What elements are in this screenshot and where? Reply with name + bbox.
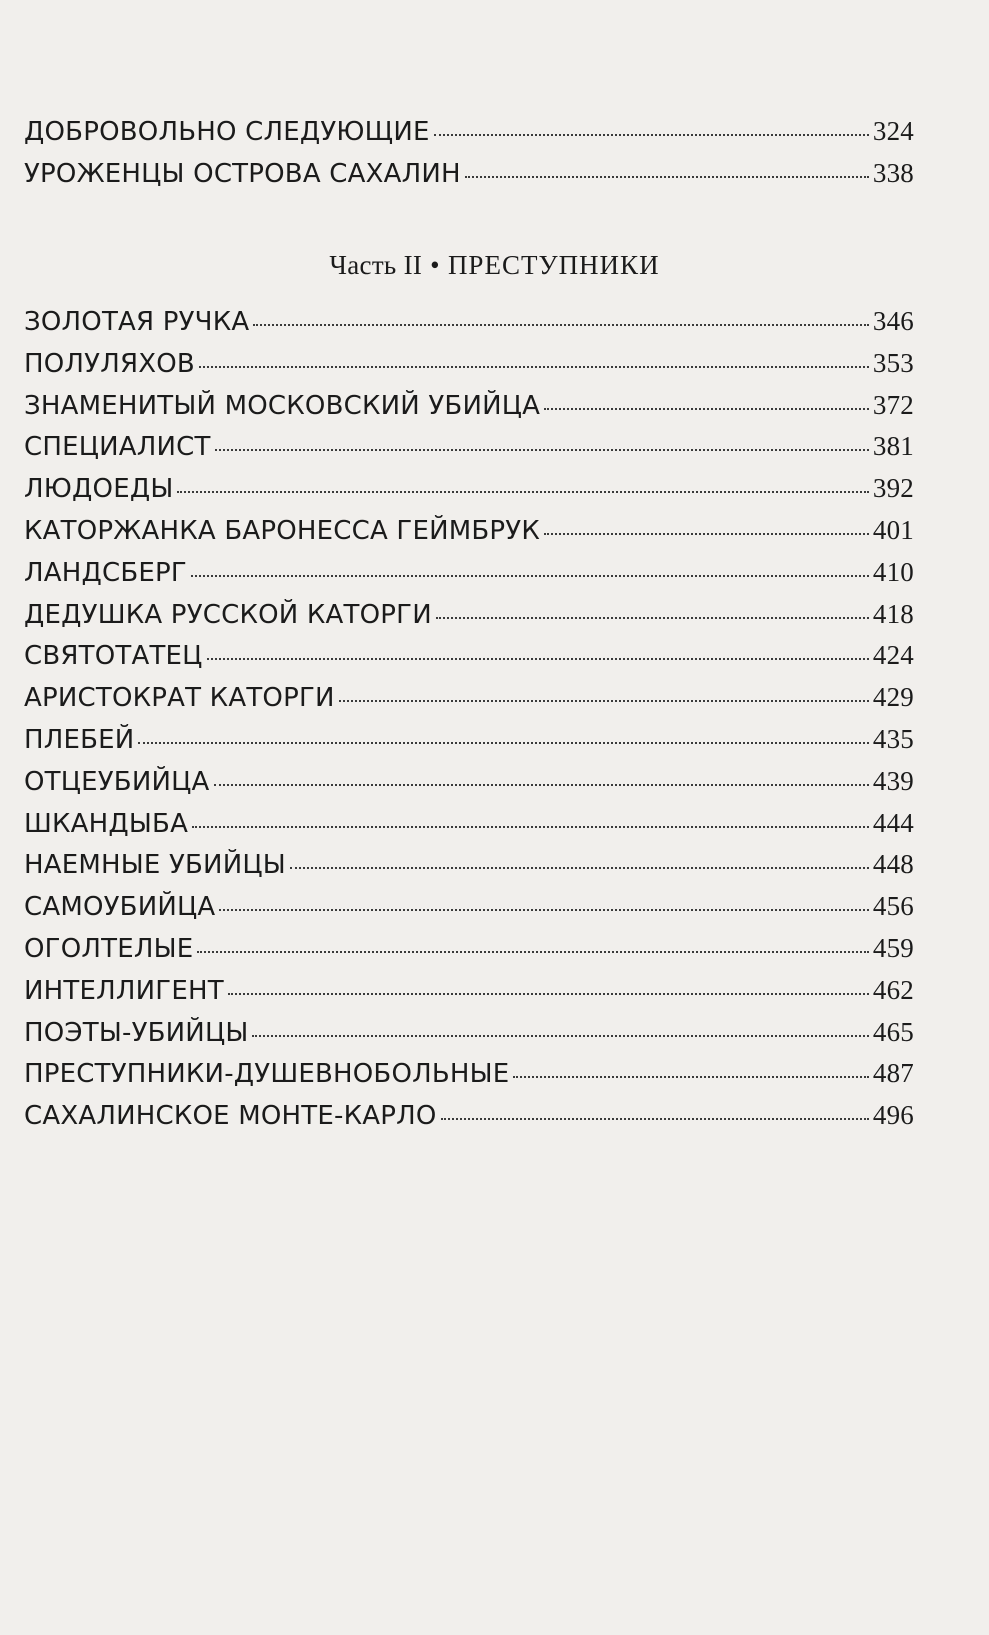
toc-entry-title: ПОЭТЫ-УБИЙЦЫ <box>24 1017 249 1048</box>
toc-entry-page: 496 <box>872 1100 914 1131</box>
toc-entry-page: 448 <box>872 849 914 880</box>
toc-entry-page: 465 <box>872 1016 914 1047</box>
toc-entry-title: ПОЛУЛЯХОВ <box>24 348 195 379</box>
toc-top-list <box>24 116 914 200</box>
toc-entry-title: САХАЛИНСКОЕ МОНТЕ-КАРЛО <box>24 1101 437 1132</box>
toc-entry-title: СВЯТОТАТЕЦ <box>24 641 203 672</box>
toc-entry-title: КАТОРЖАНКА БАРОНЕССА ГЕЙМБРУК <box>24 515 541 546</box>
dot-leader <box>441 1118 869 1120</box>
toc-entry-page: 338 <box>872 157 914 188</box>
toc-entry-title: ОГОЛТЕЛЫЕ <box>24 933 194 964</box>
toc-entry <box>24 348 914 390</box>
dot-leader <box>191 575 869 577</box>
toc-entry <box>24 849 914 891</box>
toc-entry-page: 429 <box>872 682 914 713</box>
part-name: ПРЕСТУПНИКИ <box>447 250 660 280</box>
toc-entry-page: 353 <box>872 347 914 378</box>
toc-entry-page: 462 <box>872 974 914 1005</box>
dot-leader <box>544 533 869 535</box>
dot-leader <box>207 658 869 660</box>
dot-leader <box>199 366 869 368</box>
toc-entry-title: САМОУБИЙЦА <box>24 892 216 923</box>
toc-entry <box>24 1058 914 1100</box>
toc-entry-title: ЗНАМЕНИТЫЙ МОСКОВСКИЙ УБИЙЦА <box>24 390 541 421</box>
toc-entry-page: 392 <box>872 473 914 504</box>
dot-leader <box>192 826 869 828</box>
toc-entry-title: ПРЕСТУПНИКИ-ДУШЕВНОБОЛЬНЫЕ <box>24 1059 510 1090</box>
part-heading <box>0 250 989 281</box>
dot-leader <box>465 176 869 178</box>
toc-entry-title: ЛЮДОЕДЫ <box>24 474 174 505</box>
dot-leader <box>290 867 869 869</box>
toc-entry <box>24 557 914 599</box>
toc-entry-page: 418 <box>872 598 914 629</box>
toc-main-list <box>24 306 914 1142</box>
toc-entry <box>24 515 914 557</box>
toc-entry <box>24 640 914 682</box>
toc-entry-title: АРИСТОКРАТ КАТОРГИ <box>24 683 335 714</box>
toc-entry <box>24 473 914 515</box>
toc-entry-page: 459 <box>872 932 914 963</box>
toc-entry-title: ДОБРОВОЛЬНО СЛЕДУЮЩИЕ <box>24 117 430 147</box>
toc-entry-page: 435 <box>872 723 914 754</box>
toc-entry <box>24 306 914 348</box>
toc-entry <box>24 975 914 1017</box>
toc-entry-page: 410 <box>872 556 914 587</box>
bullet-separator: • <box>430 250 440 280</box>
dot-leader <box>434 134 869 136</box>
toc-entry-title: ДЕДУШКА РУССКОЙ КАТОРГИ <box>24 599 432 630</box>
toc-entry <box>24 116 914 158</box>
toc-entry <box>24 431 914 473</box>
toc-entry <box>24 1017 914 1059</box>
toc-entry-title: УРОЖЕНЦЫ ОСТРОВА САХАЛИН <box>24 158 461 189</box>
toc-entry-page: 324 <box>872 116 914 146</box>
toc-entry-title: НАЕМНЫЕ УБИЙЦЫ <box>24 850 286 881</box>
dot-leader <box>228 993 869 995</box>
toc-entry-page: 346 <box>872 306 914 336</box>
dot-leader <box>177 491 868 493</box>
toc-entry-page: 444 <box>872 807 914 838</box>
toc-entry-page: 401 <box>872 514 914 545</box>
toc-entry <box>24 808 914 850</box>
dot-leader <box>253 324 869 326</box>
toc-entry <box>24 891 914 933</box>
dot-leader <box>252 1035 868 1037</box>
toc-entry-page: 424 <box>872 640 914 671</box>
dot-leader <box>513 1076 868 1078</box>
toc-entry <box>24 933 914 975</box>
toc-entry-title: ОТЦЕУБИЙЦА <box>24 766 210 797</box>
dot-leader <box>214 784 869 786</box>
toc-entry-page: 381 <box>872 431 914 462</box>
toc-entry-page: 487 <box>872 1058 914 1089</box>
toc-entry-page: 439 <box>872 765 914 796</box>
toc-entry <box>24 599 914 641</box>
part-label: Часть II <box>329 250 423 280</box>
toc-entry <box>24 1100 914 1142</box>
dot-leader <box>436 617 869 619</box>
toc-entry <box>24 390 914 432</box>
toc-entry-title: ШКАНДЫБА <box>24 808 189 839</box>
toc-entry-title: ЗОЛОТАЯ РУЧКА <box>24 307 250 337</box>
toc-entry-title: СПЕЦИАЛИСТ <box>24 432 211 463</box>
dot-leader <box>219 909 869 911</box>
dot-leader <box>544 408 869 410</box>
toc-entry <box>24 724 914 766</box>
toc-entry-title: ИНТЕЛЛИГЕНТ <box>24 975 224 1006</box>
toc-entry <box>24 158 914 200</box>
dot-leader <box>215 449 869 451</box>
toc-entry-title: ПЛЕБЕЙ <box>24 724 135 755</box>
toc-entry <box>24 766 914 808</box>
toc-entry-page: 456 <box>872 891 914 922</box>
toc-entry-page: 372 <box>872 389 914 420</box>
dot-leader <box>197 951 869 953</box>
toc-entry-title: ЛАНДСБЕРГ <box>24 557 187 588</box>
toc-entry <box>24 682 914 724</box>
dot-leader <box>339 700 869 702</box>
dot-leader <box>138 742 868 744</box>
